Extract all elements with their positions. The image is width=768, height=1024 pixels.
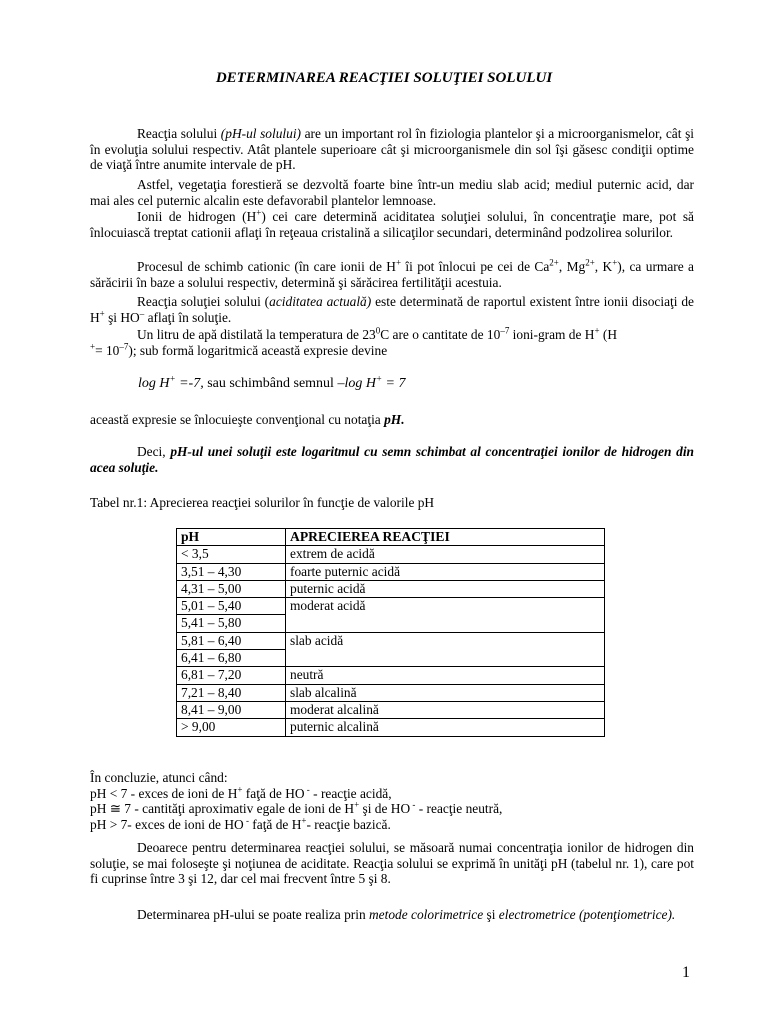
- table-row: 6,81 – 7,20 neutră: [177, 667, 605, 684]
- paragraph-notation: această expresie se înlocuieşte convenţional cu notaţia pH.: [90, 412, 405, 427]
- paragraph-vegetation: Astfel, vegetaţia forestieră se dezvoltă foarte bine într-un mediu slab acid; mediul puternic acid, dar mai ales cel puternic alcalin este defavorabil plantelor lemnoase.: [90, 177, 694, 208]
- table-row: 5,01 – 5,40 moderat acidă: [177, 598, 605, 615]
- paragraph-acidity: Deoarece pentru determinarea reacţiei solului, se măsoară numai concentraţia ionilor de hidrogen din soluţie, se mai foloseşte şi noţiunea de aciditate. Reacţia solului se exprimă în unităţi pH (tabelul nr. 1), care pot fi cuprinse între 3 şi 12, dar cel mai frecvent între 5 şi 8.: [90, 840, 694, 886]
- table-row: 5,41 – 5,80: [177, 615, 605, 632]
- table-row: 8,41 – 9,00 moderat alcalină: [177, 701, 605, 718]
- table-row: 5,81 – 6,40 slab acidă: [177, 632, 605, 649]
- table-row: 3,51 – 4,30 foarte puternic acidă: [177, 563, 605, 580]
- log-formula: log H+ =-7, sau schimbând semnul –log H+ = 7: [138, 373, 406, 391]
- table-row: < 3,5 extrem de acidă: [177, 546, 605, 563]
- conclusion-basic: pH > 7- exces de ioni de HO - faţă de H+- reacţie bazică.: [90, 815, 391, 832]
- paragraph-solution-reaction: Reacţia soluţiei solului (aciditatea actuală) este determinată de raportul existent între ionii disociaţi de H+ şi HO– aflaţi în soluţie.: [90, 294, 694, 325]
- conclusion-block: [90, 770, 694, 832]
- conclusion-intro: În concluzie, atunci când:: [90, 770, 228, 785]
- table-row: > 9,00 puternic alcalină: [177, 719, 605, 736]
- table-header-row: [177, 529, 605, 546]
- paragraph-intro: Reacţia solului (pH-ul solului) are un important rol în fiziologia plantelor şi a microorganismelor, cât şi în evoluţia solului respectiv. Atât plantele superioare cât şi microorganismele din sol îşi găsesc condiţii optime de viaţă între anumite intervale de pH.: [90, 126, 694, 172]
- paragraph-distilled-water: Un litru de apă distilată la temperatura de $23^0C$ are o cantitate de $10^{-7}$ ioni-gram de H+ (H $^+= 10^{-7}$); sub formă logaritmică această expresie devine: [90, 325, 618, 358]
- page-number: 1: [682, 964, 690, 981]
- table-row: 6,41 – 6,80: [177, 650, 605, 667]
- conclusion-acid: pH < 7 - exces de ioni de H+ faţă de HO - - reacţie acidă,: [90, 784, 392, 801]
- conclusion-neutral: pH ≅ 7 - cantităţi aproximativ egale de ioni de H+ şi de HO - - reacţie neutră,: [90, 799, 503, 817]
- ph-table: [176, 528, 605, 737]
- paragraph-definition: Deci, pH-ul unei soluţii este logaritmul cu semn schimbat al concentraţiei ionilor de hidrogen din acea soluţie.: [90, 444, 694, 475]
- header-ph: pH: [177, 529, 286, 546]
- paragraph-hydrogen-ions: Ionii de hidrogen (H+) cei care determină aciditatea soluţiei solului, în concentraţie mare, pot să înlocuiască treptat cationii aflaţi în reţeaua cristalină a silicaţilor secundari, determinând podzolirea solurilor.: [90, 207, 694, 240]
- paragraph-methods: Determinarea pH-ului se poate realiza prin metode colorimetrice şi electrometrice (potenţiometrice).: [137, 907, 676, 922]
- page-title: DETERMINAREA REACŢIEI SOLUŢIEI SOLULUI: [215, 70, 553, 86]
- table-row: 7,21 – 8,40 slab alcalină: [177, 684, 605, 701]
- table-row: 4,31 – 5,00 puternic acidă: [177, 580, 605, 597]
- header-appreciation: APRECIEREA REACŢIEI: [286, 529, 605, 546]
- paragraph-cation-exchange: Procesul de schimb cationic (în care ionii de H+ îi pot înlocui pe cei de $Ca^{2+}$, $Mg^{2+}$, K+), ca urmare a sărăcirii în baze a solului respectiv, determină şi sărăcirea fertilităţii acestuia.: [90, 257, 695, 290]
- table-caption: Tabel nr.1: Aprecierea reacţiei solurilor în funcţie de valorile pH: [90, 495, 435, 510]
